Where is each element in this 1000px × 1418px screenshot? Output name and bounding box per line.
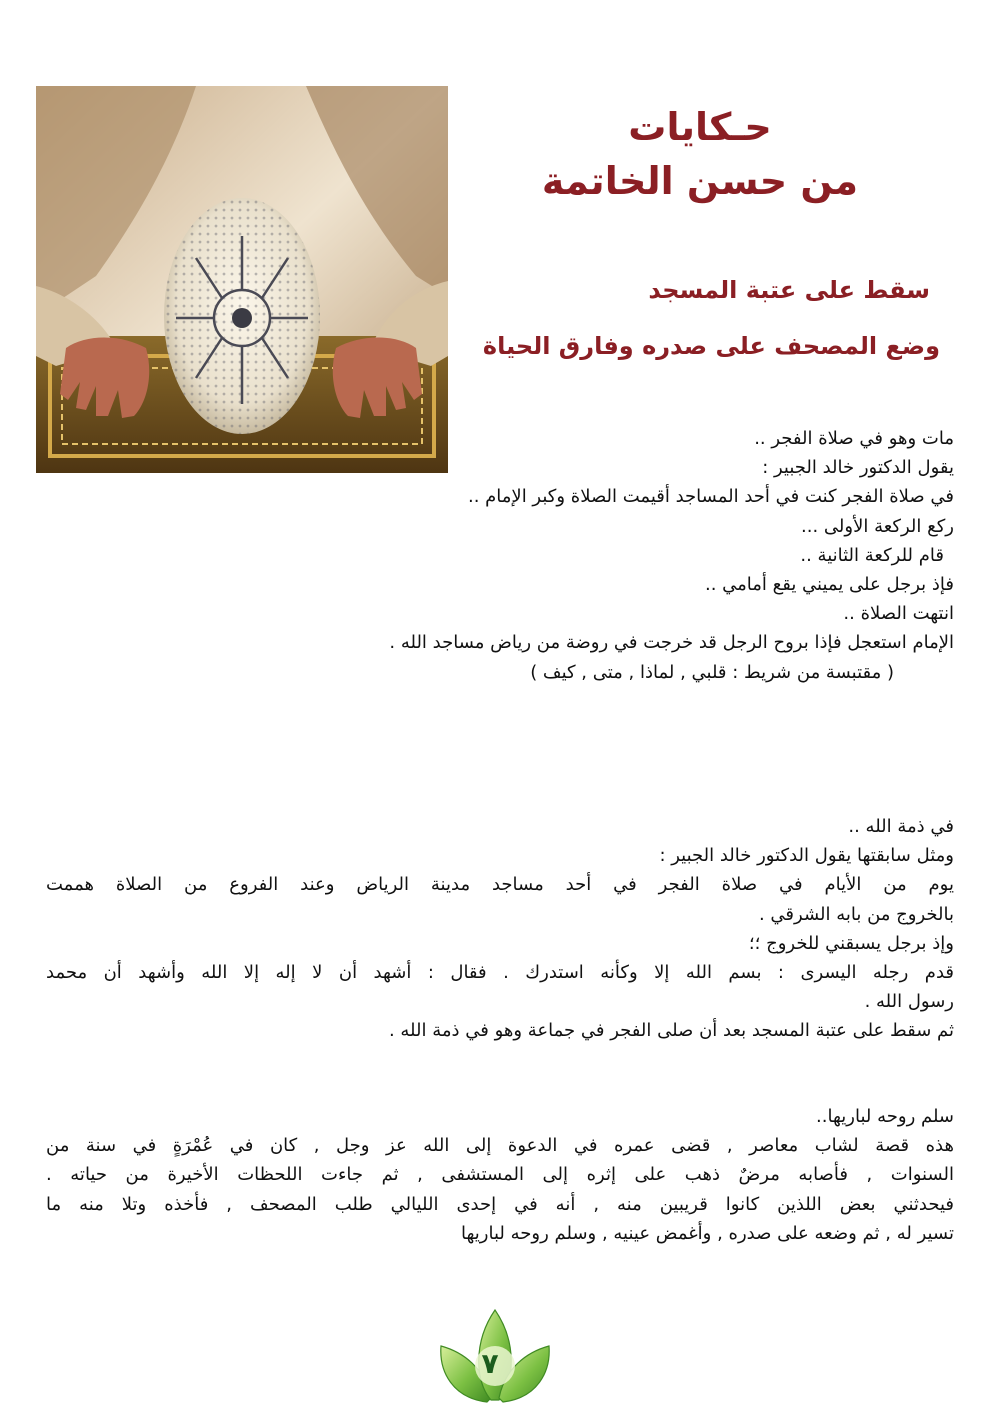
prostration-photo xyxy=(36,86,448,473)
story-1-line: الإمام استعجل فإذا بروح الرجل قد خرجت في روضة من رياض مساجد الله . xyxy=(389,632,954,654)
story-2-line: ثم سقط على عتبة المسجد بعد أن صلى الفجر في جماعة وهو في ذمة الله . xyxy=(388,1020,954,1042)
story-1-source: ( مقتبسة من شريط : قلبي , لماذا , متى , كيف ) xyxy=(530,661,894,683)
title-line-2: من حسن الخاتمة xyxy=(541,159,859,203)
story-3-line: تسير له , ثم وضعه على صدره , وأغمض عينيه , وسلم روحه لباريها xyxy=(461,1222,954,1244)
story-2-line: رسول الله . xyxy=(864,991,954,1013)
story-1-line: فإذ برجل على يميني يقع أمامي .. xyxy=(704,573,954,595)
story-1-line: قام للركعة الثانية .. xyxy=(800,544,944,566)
story-3-line: فيحدثني بعض اللذين كانوا قريبين منه , أنه في إحدى الليالي طلب المصحف , فأخذه وتلا منه ما xyxy=(46,1193,954,1215)
story-2 xyxy=(46,812,954,1046)
story-1-line: في صلاة الفجر كنت في أحد المساجد أقيمت الصلاة وكبر الإمام .. xyxy=(468,486,954,508)
story-2-line: قدم رجله اليسرى : بسم الله إلا وكأنه استدرك . فقال : أشهد أن لا إله إلا الله وأشهد أن محمد xyxy=(46,961,954,983)
man-in-prostration-photo xyxy=(36,86,448,473)
story-1-line: ركع الركعة الأولى ... xyxy=(801,515,954,537)
story-3-line: سلم روحه لباريها.. xyxy=(816,1106,954,1127)
story-1-line: يقول الدكتور خالد الجبير : xyxy=(762,457,954,479)
story-2-line: وإذ برجل يسبقني للخروج ؛؛ xyxy=(748,932,954,954)
story-3 xyxy=(46,1102,954,1248)
story-2-line: ومثل سابقتها يقول الدكتور خالد الجبير : xyxy=(659,845,954,867)
story-1-line: مات وهو في صلاة الفجر .. xyxy=(754,428,954,449)
page-title xyxy=(510,100,890,208)
page-number: ٧ xyxy=(481,1347,499,1380)
subtitle-1: سقط على عتبة المسجد xyxy=(648,276,930,304)
story-2-line: في ذمة الله .. xyxy=(848,816,954,837)
subtitle-2: وضع المصحف على صدره وفارق الحياة xyxy=(482,332,940,360)
story-1 xyxy=(46,424,954,687)
story-3-line: السنوات , فأصابه مرضٌ ذهب على إثره إلى المستشفى , ثم جاءت اللحظات الأخيرة من حياته . xyxy=(46,1164,954,1186)
story-1-line: انتهت الصلاة .. xyxy=(843,603,954,625)
story-2-line: يوم من الأيام في صلاة الفجر في أحد مساجد مدينة الرياض وعند الفروع من الصلاة هممت xyxy=(46,874,954,896)
title-line-1: حـكايات xyxy=(628,105,772,149)
story-2-line: بالخروج من بابه الشرقي . xyxy=(758,903,954,925)
story-3-line: هذه قصة لشاب معاصر , قضى عمره في الدعوة إلى الله عز وجل , كان في عُمْرَةٍ في سنة من xyxy=(46,1135,954,1157)
